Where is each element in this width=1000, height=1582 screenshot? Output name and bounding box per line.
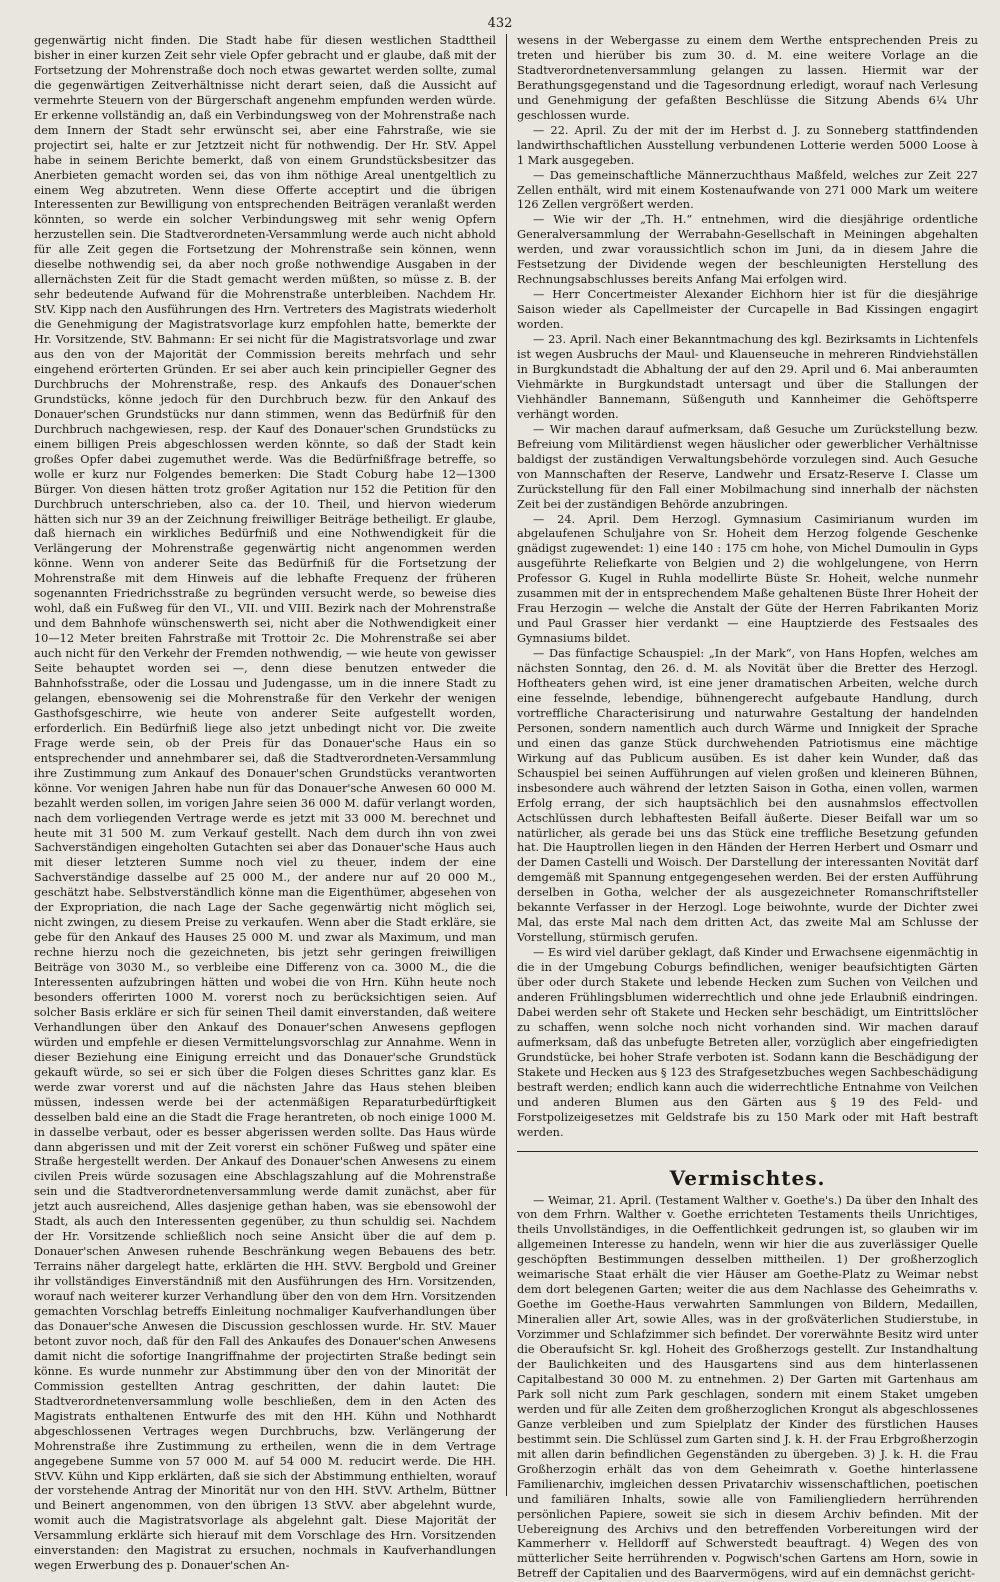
column-divider [506, 34, 507, 1496]
right-paragraph-10: — Es wird viel darüber geklagt, daß Kinder und Erwachsene eigenmächtig in die in der Umgebung Coburgs befindlichen, weniger beaufsichtigten Gärten über oder durch Stakete und lebende Hecken zum Suchen von Veilchen und anderen Frühlingsblumen widerrechtlich und ohne jede Erlaubniß eindringen. Dabei werden sehr oft Stakete und Hecken sehr beschädigt, um Eintrittslöcher zu schaffen, wenn solche noch nicht vorhanden sind. Wir machen darauf aufmerksam, daß das unbefugte Betreten aller, vorzüglich aber eingefriedigten Grundstücke, bei hoher Strafe verboten ist. Sodann kann die Beschädigung der Stakete und Hecken aus § 123 des Strafgesetzbuches wegen Sachbeschädigung bestraft werden; endlich kann auch die widerrechtliche Entnahme von Veilchen und anderen Blumen aus den Gärten aus § 19 des Feld- und Forstpolizeigesetzes mit Geldstrafe bis zu 150 Mark oder mit Haft bestraft werden. [517, 946, 978, 1139]
right-paragraph-1: wesens in der Webergasse zu einem dem Werthe entsprechenden Preis zu treten und hierüber bis zum 30. d. M. eine weitere Vorlage an die Stadtverordnetenversammlung gelangen zu lassen. Hiermit war der Berathungsgegenstand und die Tagesordnung erledigt, worauf nach Verlesung und Genehmigung der gefaßten Beschlüsse die Sitzung Abends 6¼ Uhr geschlossen wurde. [517, 34, 978, 122]
right-paragraph-5: — Herr Concertmeister Alexander Eichhorn hier ist für die diesjährige Saison wieder als Capellmeister der Curcapelle in Bad Kissingen engagirt worden. [517, 288, 978, 332]
right-paragraph-8: — 24. April. Dem Herzogl. Gymnasium Casimirianum wurden im abgelaufenen Schuljahre von Sr. Hoheit dem Herzog folgende Geschenke gnädigst zugewendet: 1) eine 140 : 175 cm hohe, von Michel Dumoulin in Gyps ausgeführte Reliefkarte von Belgien und 2) die wohlgelungene, von Herrn Professor G. Kugel in Ruhla modellirte Büste Sr. Hoheit, welche nunmehr zusammen mit der in entsprechendem Maße gehaltenen Büste Ihrer Hoheit der Frau Herzogin — welche die Anstalt der Güte der Herren Fabrikanten Moriz und Paul Grasser hier verdankt — eine Hauptzierde des Festsaales des Gymnasiums bildet. [517, 512, 978, 646]
right-paragraph-7: — Wir machen darauf aufmerksam, daß Gesuche um Zurückstellung bezw. Befreiung vom Militärdienst wegen häuslicher oder gewerblicher Verhältnisse baldigst der zuständigen Verwaltungsbehörde vorzulegen sind. Auch Gesuche von Mannschaften der Reserve, Landwehr und Ersatz-Reserve I. Classe um Zurückstellung für den Fall einer Mobilmachung sind innerhalb der nächsten Zeit bei der zuständigen Behörde anzubringen. [517, 422, 978, 511]
right-paragraph-weimar: — Weimar, 21. April. (Testament Walther v. Goethe's.) Da über den Inhalt des von dem Frhrn. Walther v. Goethe errichteten Testaments theils Unrichtiges, theils Unvollständiges, in die Oeffentlichkeit gedrungen ist, so glauben wir im allgemeinen Interesse zu handeln, wenn wir hier die aus zuverlässiger Quelle geschöpften Bestimmungen desselben mittheilen. 1) Der großherzoglich weimarische Staat erhält die vier Häuser am Goethe-Platz zu Weimar nebst dem dort belegenen Garten; weiter die aus dem Nachlasse des Geheimraths v. Goethe im Goethe-Haus verwahrten Sammlungen von Bildern, Medaillen, Mineralien aller Art, sowie Alles, was in der großväterlichen Studierstube, in Vorzimmer und Schlafzimmer sich befindet. Der vorerwähnte Besitz wird unter die Oberaufsicht Sr. kgl. Hoheit des Großherzogs gestellt. Zur Instandhaltung der Baulichkeiten und des Hausgartens sind aus dem hinterlassenen Capitalbestand 30 000 M. zu entnehmen. 2) Der Garten mit Gartenhaus am Park soll nicht zum Park geschlagen, sondern mit einem Staket umgeben werden und für alle Zeiten dem großherzoglichen Krongut als abgeschlossenes Ganze verbleiben und zum Spielplatz der Kinder des fürstlichen Hauses bestimmt sein. Die Schlüssel zum Garten sind J. k. H. der Frau Erbgroßherzogin mit allen darin befindlichen Gegenständen zu übergeben. 3) J. k. H. die Frau Großherzogin erhält das von dem Geheimrath v. Goethe hinterlassene Familienarchiv, imgleichen dessen Privatarchiv wissenschaftlichen, poetischen und familiären Inhalts, sowie alle von Familiengliedern herrührenden persönlichen Papiere, soweit sie sich in diesem Archiv befinden. Mit der Uebereignung des Archivs und den betreffenden Vorbereitungen wird der Kammerherr v. Helldorff auf Schwerstedt beauftragt. 4) Wegen des von mütterlicher Seite herrührenden v. Pogwisch'schen Gartens am Horn, sowie in Betreff der Capitalien und des Baarvermögens, wird auf ein demnächst gericht- [517, 1193, 978, 1581]
right-paragraph-2: — 22. April. Zu der mit der im Herbst d. J. zu Sonneberg stattfindenden landwirthschaftlichen Ausstellung verbundenen Lotterie werden 5000 Loose à 1 Mark ausgegeben. [517, 123, 978, 167]
right-paragraph-4: — Wie wir der „Th. H.“ entnehmen, wird die diesjährige ordentliche Generalversammlung der Werrabahn-Gesellschaft in Meiningen abgehalten werden, und zwar voraussichtlich schon im Juni, da in diesem Jahre die Festsetzung der Dividende wegen der beschleunigten Herstellung des Rechnungsabschlusses bereits Anfang Mai erfolgen wird. [517, 213, 978, 287]
text-columns [34, 34, 978, 1581]
left-column [34, 34, 502, 1573]
right-paragraph-3: — Das gemeinschaftliche Männerzuchthaus Maßfeld, welches zur Zeit 227 Zellen enthält, wird mit einem Kostenaufwande von 271 000 Mark um weitere 126 Zellen vergrößert werden. [517, 168, 978, 212]
right-paragraph-6: — 23. April. Nach einer Bekanntmachung des kgl. Bezirksamts in Lichtenfels ist wegen Ausbruchs der Maul- und Klauenseuche in mehreren Rindviehställen in Burgkundstadt die Abhaltung der auf den 29. April und 6. Mai anberaumten Viehmärkte in Burgkundstadt untersagt und über die Stallungen der Viehhändler Bannemann, Süßenguth und Kannheimer die Gehöftsperre verhängt worden. [517, 333, 978, 421]
right-paragraph-9: — Das fünfactige Schauspiel: „In der Mark“, von Hans Hopfen, welches am nächsten Sonntag, den 26. d. M. als Novität über die Bretter des Herzogl. Hoftheaters gehen wird, ist eine jener dramatischen Arbeiten, welche durch eine fesselnde, lebendige, bühnengerecht aufgebaute Handlung, durch vortreffliche Characterisirung und naturwahre Gestaltung der handelnden Personen, sondern namentlich auch durch Wärme und Innigkeit der Sprache und einen das ganze Stück durchwehenden Patriotismus eine mächtige Wirkung auf das Publicum ausüben. Es ist daher kein Wunder, daß das Schauspiel bei seinen Aufführungen auf vielen großen und kleineren Bühnen, insbesondere auch während der letzten Saison in Gotha, einen vollen, warmen Erfolg errang, der sich hauptsächlich bei den ausnahmslos effectvollen Actschlüssen durch lebhaftesten Beifall äußerte. Dieser Beifall war um so natürlicher, als gerade bei uns das Stück eine treffliche Besetzung gefunden hat. Die Hauptrollen liegen in den Händen der Herren Herbert und Osmarr und der Damen Castelli und Woisch. Der Darstellung der interessanten Novität darf demgemäß mit Spannung entgegengesehen werden. Bei der ersten Aufführung derselben in Gotha, welcher der als ausgezeichneter Romanschriftsteller bekannte Verfasser in der Herzogl. Loge beiwohnte, wurde der Dichter zwei Mal, das erste Mal nach dem dritten Act, das zweite Mal am Schlusse der Vorstellung, stürmisch gerufen. [517, 647, 978, 945]
section-heading: Vermischtes. [669, 1165, 826, 1190]
section-rule [517, 1151, 978, 1152]
page-number: 432 [487, 16, 513, 31]
left-column-paragraph: gegenwärtig nicht finden. Die Stadt habe für diesen westlichen Stadttheil bisher in einer kurzen Zeit sehr viele Opfer gebracht und er glaube, daß mit der Fortsetzung der Mohrenstraße doch noch etwas gewartet werden sollte, zumal die gegenwärtigen Zeitverhältnisse nicht derart seien, daß die Aussicht auf vermehrte Steuern von der Bürgerschaft angenehm empfunden werden würde. Er erkenne vollständig an, daß ein Verbindungsweg von der Mohrenstraße nach dem Innern der Stadt sehr erwünscht sei, aber eine Fahrstraße, wie sie projectirt sei, halte er zur Jetztzeit nicht für nothwendig. Der Hr. StV. Appel habe in seinem Berichte bemerkt, daß von einem Grundstücksbesitzer das Anerbieten gemacht worden sei, das von ihm nöthige Areal unentgeltlich zu einem Weg abzutreten. Wenn diese Offerte acceptirt und die übrigen Interessenten zur Bewilligung von entsprechenden Beiträgen veranlaßt werden könnten, so werde ein solcher Verbindungsweg mit sehr wenig Opfern herzustellen sein. Die Stadtverordneten-Versammlung werde auch nicht abhold für alle Zeit gegen die Fortsetzung der Mohrenstraße sein können, wenn dieselbe nothwendig sei, da aber noch große nothwendige Ausgaben in der allernächsten Zeit für die Stadt gemacht werden müßten, so müsse z. B. der sehr bedeutende Aufwand für die Mohrenstraße unterbleiben. Nachdem Hr. StV. Kipp nach den Ausführungen des Hrn. Vertreters des Magistrats wiederholt die Genehmigung der Magistratsvorlage kurz empfohlen hatte, bemerkte der Hr. Vorsitzende, StV. Bahmann: Er sei nicht für die Magistratsvorlage und zwar aus den von der Majorität der Commission bereits mehrfach und sehr eingehend erörterten Gründen. Er sei aber auch kein principieller Gegner des Durchbruchs der Mohrenstraße, resp. des Ankaufs des Donauer'schen Grundstücks, könne jedoch für den Durchbruch bezw. für den Ankauf des Donauer'schen Grundstücks nur dann stimmen, wenn das Bedürfniß für den Durchbruch nachgewiesen, resp. der Kauf des Donauer'schen Grundstücks zu einem billigen Preis abgeschlossen werden könnte, so daß der Stadt kein großes Opfer dabei zugemuthet werde. Was die Bedürfnißfrage betreffe, so wolle er kurz nur Folgendes bemerken: Die Stadt Coburg habe 12—1300 Bürger. Von diesen hätten trotz großer Agitation nur 152 die Petition für den Durchbruch unterschrieben, also ca. der 10. Theil, und hiervon wiederum hätten sich nur 39 an der Zeichnung freiwilliger Beiträge betheiligt. Er glaube, daß hiernach ein wirkliches Bedürfniß und eine Nothwendigkeit für die Verlängerung der Mohrenstraße gegenwärtig nicht angenommen werden könne. Wenn von anderer Seite das Bedürfniß für die Fortsetzung der Mohrenstraße mit dem Hinweis auf die lebhafte Frequenz der früheren sogenannten Friedrichsstraße zu begründen versucht werde, so beweise dies wohl, daß ein Fußweg für den VI., VII. und VIII. Bezirk nach der Mohrenstraße und dem Bahnhofe wünschenswerth sei, nicht aber die Nothwendigkeit einer 10—12 Meter breiten Fahrstraße mit Trottoir 2c. Die Mohrenstraße sei aber auch nicht für den Verkehr der Fremden nothwendig, — wie heute von gewisser Seite behauptet worden sei —, denn diese benutzen entweder die Bahnhofsstraße, oder die Lossau und Judengasse, um in die innere Stadt zu gelangen, ebensowenig sei die Mohrenstraße für den Verkehr der wenigen Gasthofsgeschirre, wie heute von anderer Seite aufgestellt worden, erforderlich. Ein Bedürfniß liege also jetzt unbedingt nicht vor. Die zweite Frage werde sein, ob der Preis für das Donauer'sche Haus ein so entsprechender und annehmbarer sei, daß die Stadtverordneten-Versammlung ihre Zustimmung zum Ankauf des Donauer'schen Grundstücks verantworten könne. Vor wenigen Jahren habe nun für das Donauer'sche Anwesen 60 000 M. bezahlt werden sollen, im vorigen Jahre seien 36 000 M. dafür verlangt worden, nach dem vorliegenden Vertrage werde es jetzt mit 33 000 M. berechnet und heute mit 31 500 M. zum Verkauf gestellt. Nach dem durch ihn von zwei Sachverständigen eingeholten Gutachten sei aber das Donauer'sche Haus auch mit dieser letzteren Summe noch viel zu theuer, indem der eine Sachverständige dasselbe auf 25 000 M., der andere nur auf 20 000 M., geschätzt habe. Selbstverständlich könne man die Eigenthümer, abgesehen von der Expropriation, die nach Lage der Sache gegenwärtig nicht möglich sei, nicht zwingen, zu diesem Preise zu verkaufen. Wenn aber die Stadt erkläre, sie gebe für den Ankauf des Hauses 25 000 M. und zwar als Maximum, und man rechne hierzu noch die gezeichneten, bis jetzt sehr geringen freiwilligen Beiträge von 3030 M., so verbleibe eine Differenz von ca. 3000 M., die die Interessenten aufzubringen hätten und wobei die von Hrn. Kühn heute noch besonders offerirten 1000 M. vorerst noch zu berücksichtigen seien. Auf solcher Basis erkläre er sich für seinen Theil damit einverstanden, daß weitere Verhandlungen über den Ankauf des Donauer'schen Anwesens gepflogen würden und empfehle er diesen Vermittelungsvorschlag zur Annahme. Wenn in dieser Beziehung eine Einigung erreicht und das Donauer'sche Grundstück gekauft würde, so sei er sich über die Folgen dieses Schrittes ganz klar. Es werde zwar vorerst und auf die nächsten Jahre das Haus stehen bleiben müssen, indessen werde bei der actenmäßigen Reparaturbedürftigkeit desselben bald eine an die Stadt die Frage herantreten, ob noch einige 1000 M. in dasselbe verbaut, oder es besser abgerissen werden sollte. Das Haus würde dann abgerissen und mit der Zeit vorerst ein schöner Fußweg und später eine Straße hergestellt werden. Der Ankauf des Donauer'schen Anwesens zu einem civilen Preis würde sozusagen eine Abschlagszahlung auf die Mohrenstraße sein und die Stadtverordnetenversammlung werde damit zunächst, aber für jetzt auch ausreichend, Alles dasjenige gethan haben, was sie ebensowohl der Stadt, als auch den Interessenten gegenüber, zu thun schuldig sei. Nachdem der Hr. Vorsitzende schließlich noch seine Ansicht über die auf dem p. Donauer'schen Anwesen ruhende Beschränkung wegen Bebauens des betr. Terrains näher dargelegt hatte, erklärten die HH. StVV. Bergbold und Greiner ihr vollständiges Einverständniß mit den Ausführungen des Hrn. Vorsitzenden, worauf nach weiterer kurzer Verhandlung über den von dem Hrn. Vorsitzenden gemachten Vorschlag betreffs Einleitung nochmaliger Kaufverhandlungen über das Donauer'sche Anwesen die Discussion geschlossen wurde. Hr. StV. Mauer betont zuvor noch, daß für den Fall des Ankaufes des Donauer'schen Anwesens damit nicht die sofortige Inangriffnahme der projectirten Straße bedingt sein könne. Es wurde nunmehr zur Abstimmung über den von der Minorität der Commission gestellten Antrag geschritten, der dahin lautet: Die Stadtverordnetenversammlung wolle beschließen, dem in den Acten des Magistrats enthaltenen Entwurfe des mit den HH. Kühn und Nothhardt abgeschlossenen Vertrages wegen Durchbruchs, bzw. Verlängerung der Mohrenstraße ihre Zustimmung zu ertheilen, wenn die in dem Vertrage angegebene Summe von 57 000 M. auf 54 000 M. reducirt werde. Die HH. StVV. Kühn und Kipp erklärten, daß sie sich der Abstimmung enthielten, worauf der vorstehende Antrag der Minorität nur von den HH. StVV. Arthelm, Büttner und Beinert angenommen, von den übrigen 13 StVV. aber abgelehnt wurde, womit auch die Magistratsvorlage als abgelehnt galt. Diese Majorität der Versammlung erklärte sich hierauf mit dem Vorschlage des Hrn. Vorsitzenden einverstanden: den Magistrat zu ersuchen, nochmals in Kaufverhandlungen wegen Erwerbung des p. Donauer'schen An- [34, 34, 496, 1573]
right-column [511, 34, 978, 1581]
